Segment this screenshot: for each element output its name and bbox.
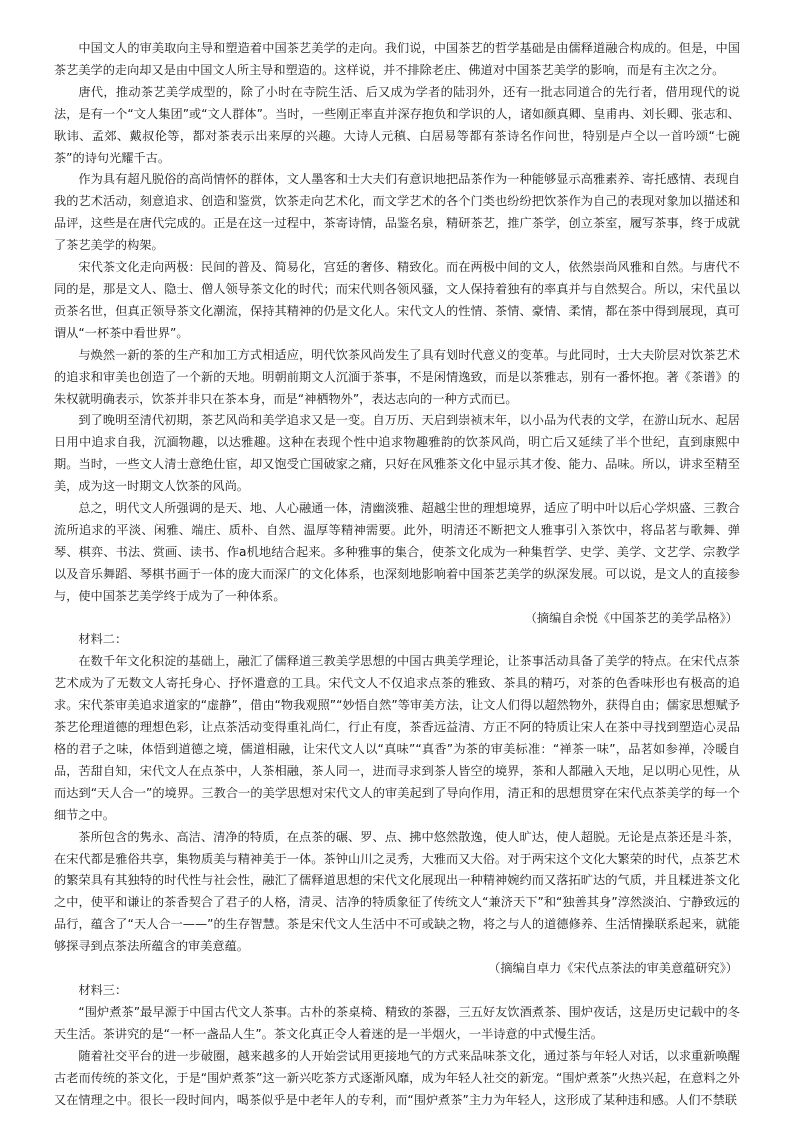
passage2-heading: 材料二： bbox=[78, 632, 128, 647]
passage2-paragraph-1: 在数千年文化积淀的基础上，融汇了儒释道三教美学思想的中国古典美学理论，让茶事活动具备了美学的特点。在宋代点茶艺术成为了无数文人寄托身心、抒怀遣意的工具。宋代文人不仅追求点茶的雅致、茶具的精巧，对茶的色香味形也有极高的追求。宋代茶审美追求道家的“虚静”，借由“物我观照”“妙悟自然”等审美方法，让文人们得以超然物外，获得自由；儒家思想赋予茶艺伦理道德的理想色彩，让点茶活动变得重礼尚仁，行止有度，茶香远益清、方正不阿的特质让宋人在茶中寻找到塑造心灵品格的君子之味，体悟到道德之境，儒道相融，让宋代文人以“真味”“真香”为茶的审美标准：“禅茶一味”，品茗如参禅，冷暖自品，苦甜自知，宋代文人在点茶中，人茶相融，茶人同一，进而寻求到茶人皆空的境界，茶和人都融入天地，足以明心见性，从而达到“天人合一”的境界。三教合一的美学思想对宋代文人的审美起到了导向作用，清正和的思想贯穿在宋代点茶美学的每一个细节之中。 bbox=[54, 654, 740, 822]
passage1-paragraph-3: 作为具有超凡脱俗的高尚情怀的群体，文人墨客和士大夫们有意识地把品茶作为一种能够显示高雅素养、寄托感情、表现自我的艺术活动，刻意追求、创造和鉴赏，饮茶走向艺术化，而文学艺术的各个门类也纷纷把饮茶作为自己的表现对象加以描述和品评，这些是在唐代完成的。正是在这一过程中，茶寄诗情，品鉴名泉，精研茶艺，推广茶学，创立茶室，履写茶事，终于成就了茶艺美学的构架。 bbox=[54, 172, 740, 253]
passage1-paragraph-6: 到了晚明至清代初期，茶艺风尚和美学追求又是一变。自万历、天启到崇祯末年，以小品为代表的文学，在游山玩水、起居日用中追求自我，沉湎物趣，以达雅趣。这种在表现个性中追求物趣雅韵的饮茶风尚，明亡后又延续了半个世纪，直到康熙中期。当时，一些文人清士意绝仕宦，却又饱受亡国破家之痛，只好在风雅茶文化中显示其才俊、能力、品味。所以，讲求至精至美，成为这一时期文人饮茶的风尚。 bbox=[54, 413, 740, 494]
passage1-paragraph-5: 与焕然一新的茶的生产和加工方式相适应，明代饮茶风尚发生了具有划时代意义的变革。与此同时，士大夫阶层对饮茶艺术的追求和审美也创造了一个新的天地。明朝前期文人沉湎于茶事，不是闲情逸致，而是以茶雅志，别有一番怀抱。著《茶谱》的朱权就明确表示，饮茶并非只在茶本身，而是“神栖物外”，表达志向的一种方式而已。 bbox=[54, 347, 740, 406]
passage3-paragraph-1: “围炉煮茶”最早源于中国古代文人茶事。古朴的茶桌椅、精致的茶器，三五好友饮酒煮茶、围炉夜话，这是历史记载中的冬天生活。茶讲究的是“一杯一盏品人生”。茶文化真正令人着迷的是一半烟火，一半诗意的中式慢生活。 bbox=[54, 1004, 740, 1041]
passage1-paragraph-1: 中国文人的审美取向主导和塑造着中国茶艺美学的走向。我们说，中国茶艺的哲学基础是由儒释道融合构成的。但是，中国茶艺美学的走向却又是由中国文人所主导和塑造的。这样说，并不排除老庄、佛道对中国茶艺美学的影响，而是有主次之分。 bbox=[54, 41, 740, 77]
passage3-paragraph-2: 随着社交平台的进一步破圈，越来越多的人开始尝试用更接地气的方式来品味茶文化，通过茶与年轻人对话，以求重新唤醒古老而传统的茶文化，于是“围炉煮茶”这一新兴吃茶方式逐渐风靡，成为年轻人社交的新宠。“围炉煮茶”火热兴起，在意料之外又在情理之中。很长一段时间内，喝茶似乎是中老年人的专利，而“围炉煮茶”主力为年轻人，这形成了某种违和感。人们不禁联 bbox=[54, 1048, 740, 1107]
passage1-paragraph-7: 总之，明代文人所强调的是天、地、人心融通一体，清幽淡雅、超越尘世的理想境界，适应了明中叶以后心学炽盛、三教合流所追求的平淡、闲雅、端庄、质朴、自然、温厚等精神需要。此外，明清还不断把文人雅事引入茶饮中，将品茗与歌舞、弹琴、棋弈、书法、赏画、读书、作a机地结合起来。多种雅事的集合，使茶文化成为一种集哲学、史学、美学、文艺学、宗教学以及音乐舞蹈、琴棋书画于一体的庞大而深广的文化体系，也深刻地影响着中国茶艺美学的纵深发展。可以说，是文人的直接参与，使中国茶艺美学终于成为了一种体系。 bbox=[54, 501, 740, 603]
passage2-source: （摘编自卓力《宋代点茶法的审美意蕴研究》） bbox=[488, 961, 738, 976]
document-page bbox=[54, 38, 740, 1111]
passage1-paragraph-4: 宋代茶文化走向两极：民间的普及、简易化，宫廷的奢侈、精致化。而在两极中间的文人，依然崇尚风雅和自然。与唐代不同的是，那是文人、隐士、僧人领导茶文化的时代；而宋代则各领风骚，文人保持着独有的率真并与自然契合。所以，宋代虽以贡茶名世，但真正领导茶文化潮流，保持其精神的仍是文化人。宋代文人的性情、茶情、豪情、柔情，都在茶中得到展现，真可谓从“一杯茶中看世界”。 bbox=[54, 260, 740, 340]
passage1-source: （摘编自余悦《中国茶艺的美学品格》） bbox=[524, 610, 738, 625]
passage1-paragraph-2: 唐代，推动茶艺美学成型的，除了小时在寺院生活、后又成为学者的陆羽外，还有一批志同道合的先行者，借用现代的说法，是有一个“文人集团”或“文人群体”。当时，一些刚正率直并深存抱负和学识的人，诸如颜真卿、皇甫冉、刘长卿、张志和、耿讳、孟郊、戴叔伦等，都对茶表示出来厚的兴趣。大诗人元稹、白居易等都有茶诗名作问世，特别是卢仝以一首吟颂“七碗茶”的诗句光耀千古。 bbox=[54, 84, 740, 165]
passage3-heading: 材料三： bbox=[78, 982, 128, 997]
passage2-paragraph-2: 茶所包含的隽永、高洁、清净的特质，在点茶的碾、罗、点、拂中悠然散逸，使人旷达，使人超脱。无论是点茶还是斗茶，在宋代都是雅俗共享，集物质美与精神美于一体。茶钟山川之灵秀，大雅而又大俗。对于两宋这个文化大繁荣的时代，点茶艺术的繁荣具有其独特的时代性与社会性，融汇了儒释道思想的宋代文化展现出一种精神婉约而又落拓旷达的气质，并且糅进茶文化之中，使平和谦让的茶香契合了君子的人格，清灵、洁净的特质象征了传统文人“兼济天下”和“独善其身”淳然淡泊、宁静致远的品行，蕴含了“天人合一——”的生存智慧。茶是宋代文人生活中不可或缺之物，将之与人的道德修养、生活情操联系起来，就能够探寻到点茶法所蕴含的审美意蕴。 bbox=[54, 829, 740, 954]
